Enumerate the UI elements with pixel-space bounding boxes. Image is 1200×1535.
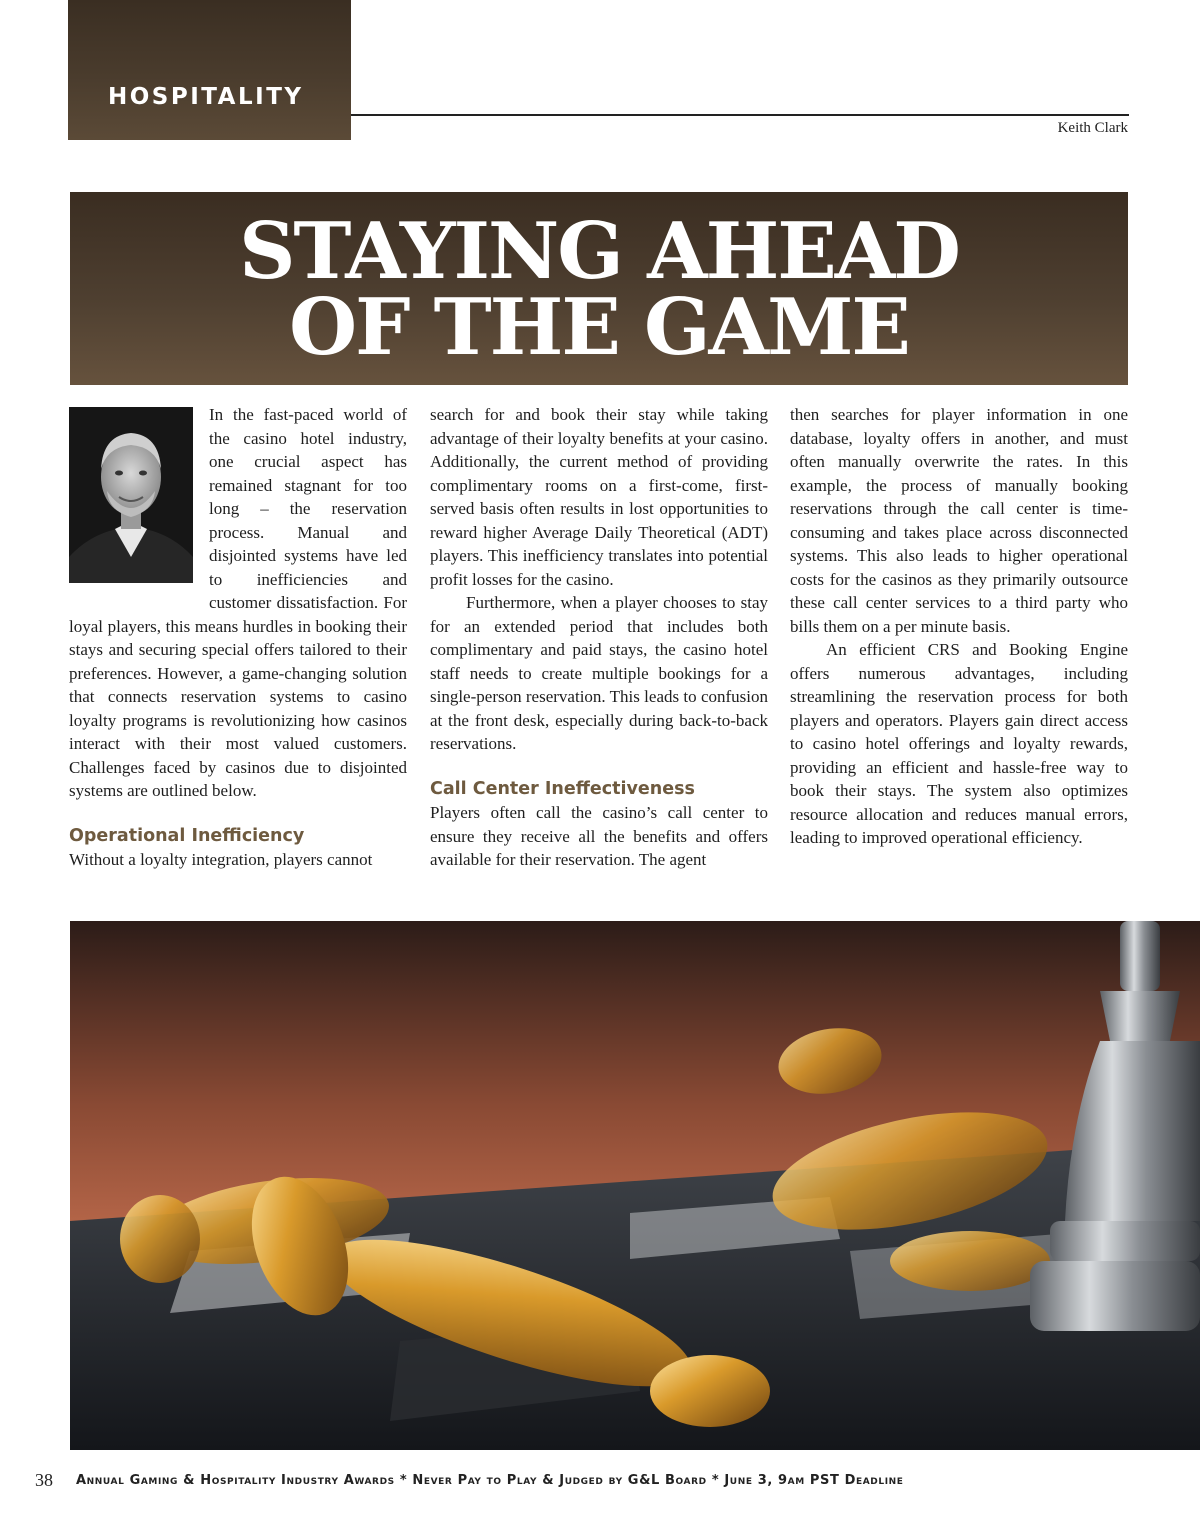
paragraph: Furthermore, when a player chooses to stay for an extended period that includes both complimentary and paid stays, the casino hotel staff needs to create multiple bookings for a single-person reservation. This leads to confusion at the front desk, especially during back-to-back reservations. [430, 593, 768, 753]
header-rule [351, 114, 1129, 116]
author-byline: Keith Clark [1057, 120, 1128, 136]
page-number: 38 [35, 1470, 53, 1490]
title-banner [70, 192, 1128, 385]
intro-paragraph: In the fast-paced world of the casino hotel industry, one crucial aspect has remained stagnant for too long – the reservation process. Manual and disjointed systems have led to inefficiencies and customer dissatisfaction. For loyal players, this means hurdles in booking their stays and securing special offers tailored to their preferences. However, a game-changing solution that connects reservation systems to casino loyalty programs is revolutionizing how casinos interact with their most valued customers. Challenges faced by casinos due to disjointed systems are outlined below. [69, 405, 407, 800]
paragraph: search for and book their stay while taking advantage of their loyalty benefits at your casino. Additionally, the current method of providing complimentary rooms on a first-come, first-served basis often results in lost opportunities to reward higher Average Daily Theoretical (ADT) players. This inefficiency translates into potential profit losses for the casino. [430, 405, 768, 589]
title-line-2: OF THE GAME [289, 282, 909, 373]
subhead-operational-inefficiency: Operational Inefficiency [69, 825, 305, 846]
chess-photo [70, 921, 1200, 1450]
section-tab [68, 0, 351, 140]
headshot-spacer [69, 403, 209, 611]
footer-banner-text: Annual Gaming & Hospitality Industry Awards * Never Pay to Play & Judged by G&L Board * June 3, 9am PST Deadline [76, 1473, 904, 1488]
section-label: HOSPITALITY [108, 84, 304, 110]
paragraph: Without a loyalty integration, players cannot [69, 850, 373, 869]
paragraph: then searches for player information in one database, loyalty offers in another, and must often manually overwrite the rates. In this example, the process of manually booking reservations through the call center is time-consuming and takes place across disconnected systems. This also leads to higher operational costs for the casinos as they primarily outsource these call center services to a third party who bills them on a per minute basis. [790, 405, 1128, 636]
paragraph: Players often call the casino’s call center to ensure they receive all the benefits and offers available for their reservation. The agent [430, 803, 768, 869]
article-column-3 [790, 403, 1128, 850]
title-line-1: STAYING AHEAD [239, 206, 959, 297]
paragraph: An efficient CRS and Booking Engine offers numerous advantages, including streamlining the reservation process for both players and operators. Players gain direct access to casino hotel offerings and loyalty rewards, providing an efficient and hassle-free way to book their stays. The system also optimizes resource allocation and reduces manual errors, leading to improved operational efficiency. [790, 640, 1128, 847]
article-column-2 [430, 403, 768, 872]
subhead-call-center-ineffectiveness: Call Center Ineffectiveness [430, 778, 695, 799]
article-column-1 [69, 403, 407, 872]
